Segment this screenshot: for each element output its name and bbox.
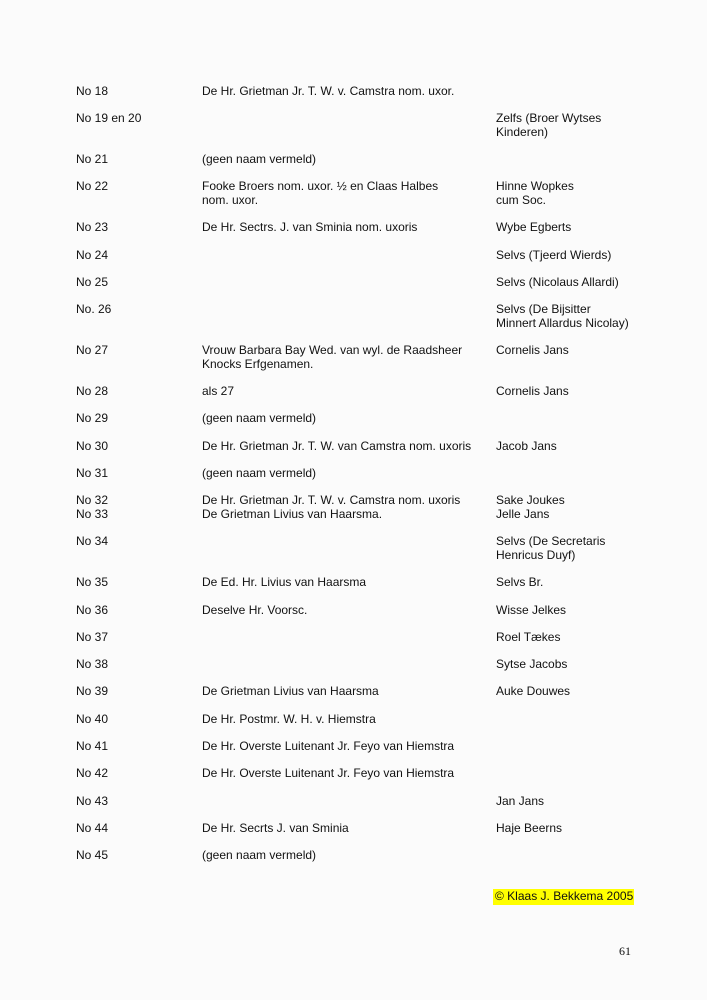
owner-name-line: (geen naam vermeld)	[202, 411, 317, 425]
user-name-line: Sytse Jacobs	[496, 657, 568, 671]
user-name-line: Jelle Jans	[496, 507, 550, 521]
owner-name-line: De Grietman Livius van Haarsma	[202, 684, 379, 698]
user-name-line: Haje Beerns	[496, 821, 563, 835]
entry-number: No. 26	[76, 302, 112, 316]
user-name	[496, 248, 611, 262]
owner-name-line: (geen naam vermeld)	[202, 466, 317, 480]
user-name-line: Sake Joukes	[496, 493, 565, 507]
owner-name	[202, 466, 316, 480]
owner-name-line: nom. uxor.	[202, 193, 259, 207]
owner-name-line: De Hr. Secrts J. van Sminia	[202, 821, 349, 835]
owner-name-line: De Hr. Sectrs. J. van Sminia nom. uxoris	[202, 220, 418, 234]
entry-number: No 39	[76, 684, 109, 698]
owner-name	[202, 848, 316, 862]
owner-name	[202, 439, 471, 453]
owner-name-line: De Hr. Grietman Jr. T. W. v. Camstra nom. uxor.	[202, 84, 455, 98]
user-name	[496, 384, 569, 398]
entry-number: No 40	[76, 712, 109, 726]
owner-name-line: De Hr. Postmr. W. H. v. Hiemstra	[202, 712, 376, 726]
owner-name-line: Knocks Erfgenamen.	[202, 357, 314, 371]
owner-name-line: Vrouw Barbara Bay Wed. van wyl. de Raadsheer	[202, 343, 463, 357]
user-name-line: Cornelis Jans	[496, 343, 569, 357]
owner-name	[202, 411, 316, 425]
owner-name	[202, 684, 379, 698]
entry-number: No 35	[76, 575, 109, 589]
owner-name	[202, 493, 460, 507]
user-name	[496, 439, 557, 453]
owner-name	[202, 575, 366, 589]
user-name-line: Minnert Allardus Nicolay)	[496, 316, 629, 330]
entry-number: No 30	[76, 439, 109, 453]
owner-name	[202, 84, 454, 98]
user-name-line: Selvs (De Bijsitter	[496, 302, 591, 316]
owner-name-line: Fooke Broers nom. uxor. ½ en Claas Halbes	[202, 179, 439, 193]
entry-number: No 32	[76, 493, 109, 507]
user-name-line: Jan Jans	[496, 794, 545, 808]
entry-number: No 24	[76, 248, 109, 262]
entry-number: No 34	[76, 534, 109, 548]
entry-number: No 22	[76, 179, 109, 193]
owner-name-line: De Hr. Overste Luitenant Jr. Feyo van Hiemstra	[202, 739, 455, 753]
owner-name-line: (geen naam vermeld)	[202, 152, 317, 166]
entry-number: No 31	[76, 466, 109, 480]
user-name	[496, 302, 629, 330]
user-name-line: Selvs (Nicolaus Allardi)	[496, 275, 619, 289]
user-name	[496, 630, 560, 644]
entry-number: No 38	[76, 657, 109, 671]
entry-number: No 19 en 20	[76, 111, 142, 125]
user-name-line: Auke Douwes	[496, 684, 571, 698]
user-name	[496, 507, 549, 521]
owner-name	[202, 739, 454, 753]
entry-number: No 36	[76, 603, 109, 617]
entry-number: No 43	[76, 794, 109, 808]
user-name-line: Zelfs (Broer Wytses	[496, 111, 602, 125]
user-name-line: cum Soc.	[496, 193, 547, 207]
user-name-line: Selvs (De Secretaris	[496, 534, 606, 548]
owner-name	[202, 152, 316, 166]
entry-number: No 23	[76, 220, 109, 234]
user-name	[496, 343, 569, 357]
entry-number: No 18	[76, 84, 109, 98]
user-name-line: Roel Tækes	[496, 630, 561, 644]
user-name	[496, 220, 571, 234]
user-name	[496, 794, 544, 808]
user-name	[496, 603, 566, 617]
user-name-line: Cornelis Jans	[496, 384, 569, 398]
user-name-line: Selvs Br.	[496, 575, 544, 589]
user-name	[496, 179, 574, 207]
user-name-line: Henricus Duyf)	[496, 548, 576, 562]
owner-name	[202, 220, 417, 234]
owner-name	[202, 384, 234, 398]
user-name-line: Selvs (Tjeerd Wierds)	[496, 248, 612, 262]
owner-name-line: De Hr. Overste Luitenant Jr. Feyo van Hiemstra	[202, 766, 455, 780]
user-name	[496, 657, 567, 671]
user-name-line: Hinne Wopkes	[496, 179, 574, 193]
owner-name	[202, 343, 462, 371]
owner-name	[202, 603, 307, 617]
entry-number: No 29	[76, 411, 109, 425]
owner-name	[202, 766, 454, 780]
owner-name	[202, 507, 382, 521]
user-name	[496, 111, 601, 139]
user-name	[496, 493, 565, 507]
user-name	[496, 684, 570, 698]
entry-number: No 37	[76, 630, 109, 644]
entry-number: No 21	[76, 152, 109, 166]
entry-number: No 44	[76, 821, 109, 835]
owner-name-line: Deselve Hr. Voorsc.	[202, 603, 308, 617]
user-name	[496, 575, 543, 589]
owner-name-line: De Ed. Hr. Livius van Haarsma	[202, 575, 367, 589]
user-name-line: Wybe Egberts	[496, 220, 572, 234]
user-name	[496, 821, 562, 835]
owner-name-line: De Grietman Livius van Haarsma.	[202, 507, 383, 521]
entry-number: No 28	[76, 384, 109, 398]
owner-name	[202, 179, 438, 207]
entry-number: No 41	[76, 739, 109, 753]
user-name-line: Kinderen)	[496, 125, 549, 139]
owner-name	[202, 821, 349, 835]
entry-number: No 27	[76, 343, 109, 357]
owner-name-line: De Hr. Grietman Jr. T. W. van Camstra nom. uxoris	[202, 439, 472, 453]
copyright-notice: © Klaas J. Bekkema 2005	[495, 889, 634, 903]
entry-number: No 42	[76, 766, 109, 780]
user-name-line: Jacob Jans	[496, 439, 557, 453]
owner-name	[202, 712, 376, 726]
owner-name-line: als 27	[202, 384, 235, 398]
user-name	[496, 534, 605, 562]
user-name-line: Wisse Jelkes	[496, 603, 567, 617]
owner-name-line: De Hr. Grietman Jr. T. W. v. Camstra nom. uxoris	[202, 493, 461, 507]
entry-number: No 33	[76, 507, 109, 521]
entry-number: No 25	[76, 275, 109, 289]
entry-number: No 45	[76, 848, 109, 862]
owner-name-line: (geen naam vermeld)	[202, 848, 317, 862]
page-number: 61	[619, 944, 631, 958]
user-name	[496, 275, 619, 289]
